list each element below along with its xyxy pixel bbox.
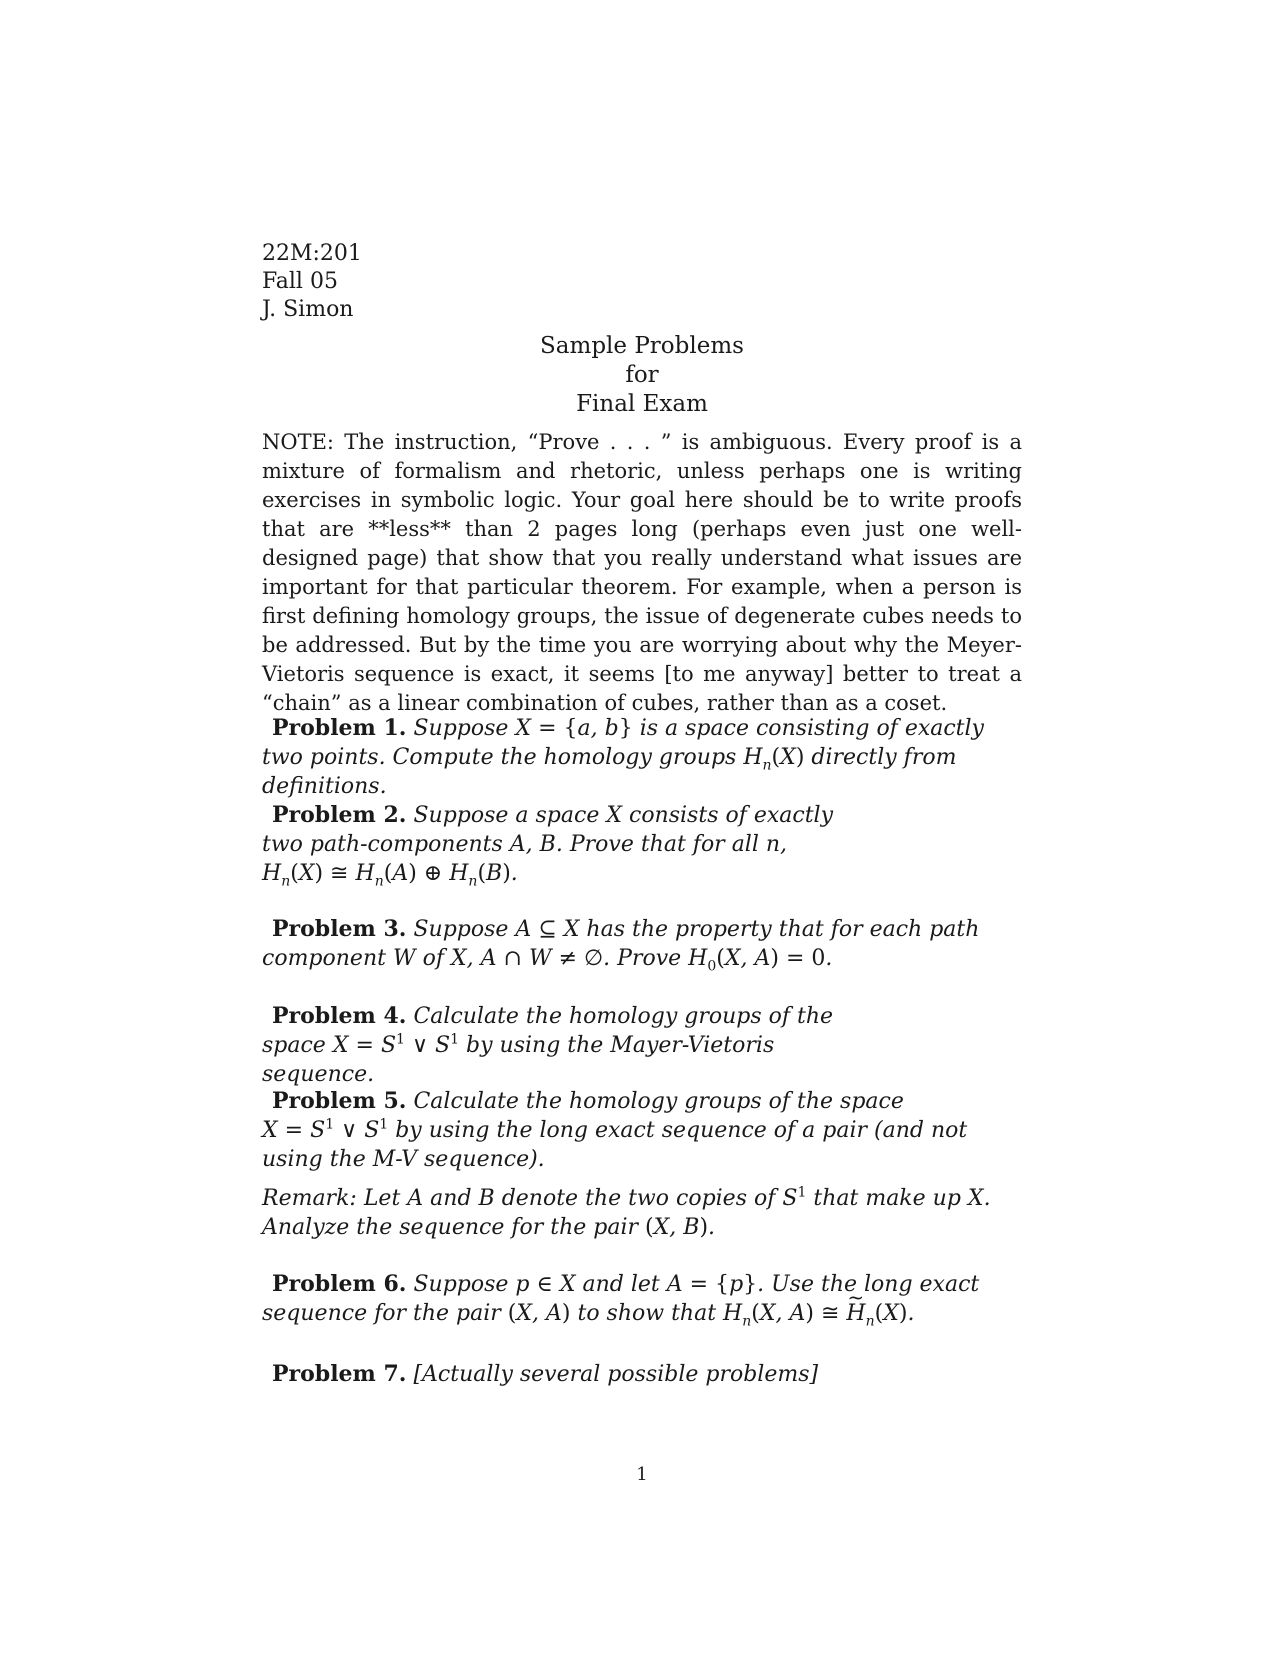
- problem-4: [262, 1002, 862, 1089]
- document-title: [262, 332, 1022, 419]
- problem-6: [262, 1270, 1022, 1328]
- instructor: J. Simon: [262, 297, 354, 322]
- problem-5-remark: Remark: Let A and B denote the two copies of $S^1$ that make up X. Analyze the sequence for the pair (X, B).: [262, 1184, 991, 1240]
- problem-2: [262, 801, 862, 888]
- problem-7-heading: Problem 7.: [272, 1361, 407, 1387]
- problem-1-statement: Suppose X = {a, b} is a space consisting of exactly two points. Compute the homology groups $H_n(X)$ directly from definitions.: [262, 716, 984, 799]
- problem-4-heading: Problem 4.: [272, 1003, 407, 1029]
- problem-3-heading: Problem 3.: [272, 916, 407, 942]
- page-number: 1: [636, 1464, 648, 1485]
- problem-2-heading: Problem 2.: [272, 802, 407, 828]
- problem-4-statement: Calculate the homology groups of the space $X = S^1$ ∨ $S^1$ by using the Mayer-Vietoris sequence.: [262, 1004, 834, 1087]
- title-line-1: Sample Problems: [540, 333, 744, 359]
- problem-6-heading: Problem 6.: [272, 1271, 407, 1297]
- title-line-2: for: [625, 362, 659, 388]
- term: Fall 05: [262, 269, 338, 294]
- document-header: [262, 240, 362, 324]
- title-line-3: Final Exam: [576, 391, 708, 417]
- problem-5-statement: Calculate the homology groups of the space $X = S^1$ ∨ $S^1$ by using the long exact sequence of a pair (and not using the M-V sequence).: [262, 1089, 968, 1172]
- problem-1: [262, 714, 1022, 801]
- problem-3-statement: Suppose A ⊆ X has the property that for each path component W of X, A ∩ W ≠ ∅. Prove $H_0(X$, A) = 0.: [262, 917, 980, 975]
- problem-7-statement: [Actually several possible problems]: [413, 1362, 819, 1387]
- course-number: 22M:201: [262, 241, 362, 266]
- problem-1-heading: Problem 1.: [272, 715, 407, 741]
- problem-5: [262, 1087, 1022, 1174]
- problem-7: [262, 1360, 1022, 1389]
- problem-6-statement: Suppose p ∈ X and let A = {p}. Use the long exact sequence for the pair (X, A) to show that $H_n(X$, A) ≅ ~ $H_n(X)$.: [262, 1272, 979, 1326]
- problem-5-heading: Problem 5.: [272, 1088, 407, 1114]
- problem-2-statement: Suppose a space X consists of exactly two path-components A, B. Prove that for all n, $H_n(X)$ ≅ $H_n(A)$ ⊕ $H_n(B)$.: [262, 803, 834, 890]
- instruction-note: NOTE: The instruction, “Prove . . . ” is ambiguous. Every proof is a mixture of formalism and rhetoric, unless perhaps one is writing exercises in symbolic logic. Your goal here should be to write proofs that are **less** than 2 pages long (perhaps even just one well-designed page) that show that you really understand what issues are important for that particular theorem. For example, when a person is first defining homology groups, the issue of degenerate cubes needs to be addressed. But by the time you are worrying about why the Meyer-Vietoris sequence is exact, it seems [to me anyway] better to treat a “chain” as a linear combination of cubes, rather than as a coset.: [262, 430, 1022, 715]
- problem-3: [262, 915, 1022, 973]
